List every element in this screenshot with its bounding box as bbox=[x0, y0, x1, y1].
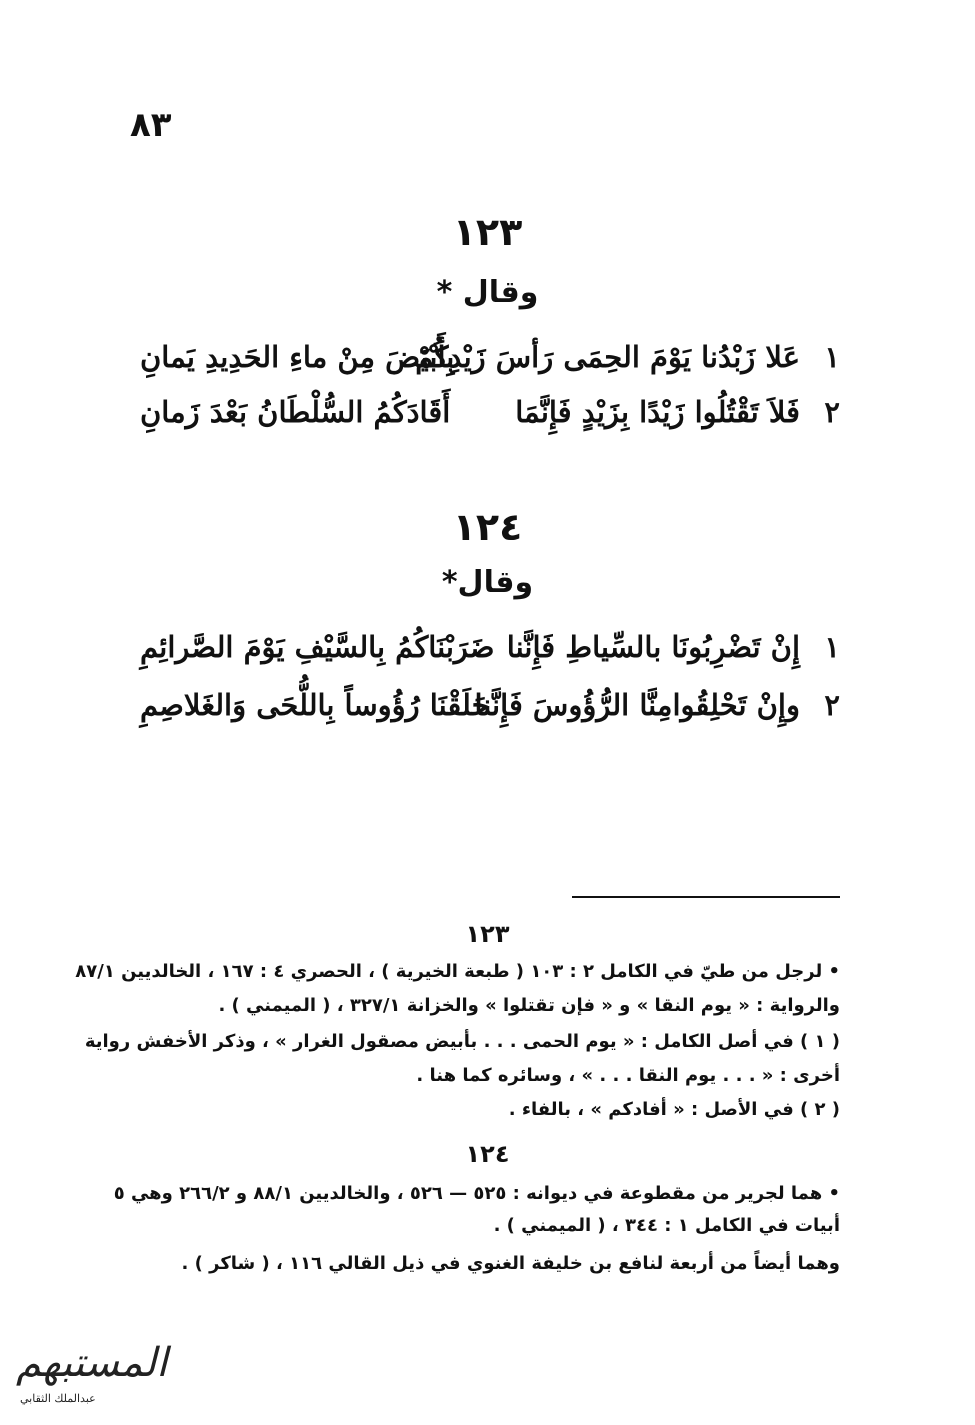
first-hemistich: عَلا زَبْدُنا يَوْمَ الحِمَى رَأسَ زَيْدِكُمْ bbox=[415, 340, 800, 374]
first-hemistich: إِنْ تَضْرِبُونَا بالسِّياطِ فَإِنَّنا bbox=[506, 630, 800, 664]
first-hemistich: فَلاَ تَقْتُلُوا زَيْدًا بِزَيْدٍ فَإِنَّمَا bbox=[515, 395, 800, 429]
footnote-line: أخرى : « . . . يوم النقا . . . » ، وسائره كما هنا . bbox=[416, 1065, 840, 1086]
second-hemistich: ضَرَبْنَاكُمُ بِالسَّيْفِ يَوْمَ الصَّرائِمِ bbox=[140, 630, 495, 664]
second-hemistich: حَلَقْنَا رُؤُوساً بِاللُّحَى وَالغَلاصِمِ bbox=[140, 688, 490, 722]
stamp-calligraphy: المستبهم bbox=[16, 1340, 168, 1386]
second-hemistich: بِأَبْيَضَ مِنْ ماءِ الحَدِيدِ يَمانِ bbox=[140, 340, 455, 374]
footnote-number: ١٢٣ bbox=[465, 920, 510, 948]
verse bbox=[140, 688, 840, 740]
footnote-line: ( ٢ ) في الأصل : « أفادكم » ، بالفاء . bbox=[508, 1099, 840, 1120]
poem-number: ١٢٣ bbox=[452, 210, 523, 254]
footnote-line: والرواية : « يوم النقا » و « فإن تقتلوا » والخزانة ٣٢٧/١ ، ( الميمني ) . bbox=[218, 995, 840, 1016]
verse bbox=[140, 340, 840, 392]
footnote-line: • هما لجرير من مقطوعة في ديوانه : ٥٢٥ — ٥٢٦ ، والخالديين ٨٨/١ و ٢٦٦/٢ وهي ٥ bbox=[113, 1183, 840, 1204]
verse bbox=[140, 395, 840, 447]
poem-intro: وقال * bbox=[436, 275, 539, 310]
footnote-line: وهما أيضاً من أربعة لنافع بن خليفة الغنوي في ذيل القالي ١١٦ ، ( شاكر ) . bbox=[181, 1253, 840, 1274]
footnote-divider bbox=[572, 896, 840, 898]
stamp-caption: عبدالملك الثقابي bbox=[20, 1392, 96, 1405]
second-hemistich: أَقَادَكُمُ السُّلْطَانُ بَعْدَ زَمانِ bbox=[140, 395, 451, 429]
verse-number: ١ bbox=[824, 340, 840, 374]
verse-number: ٢ bbox=[824, 395, 840, 429]
verse bbox=[140, 630, 840, 682]
verse-number: ٢ bbox=[824, 688, 840, 722]
footnote-number: ١٢٤ bbox=[465, 1140, 510, 1168]
page-number: ٨٣ bbox=[130, 105, 172, 145]
poem-intro: وقال* bbox=[441, 565, 534, 600]
footnote-line: أبيات في الكامل ١ : ٣٤٤ ، ( الميمني ) . bbox=[493, 1215, 840, 1236]
library-stamp bbox=[6, 1340, 168, 1416]
footnote-line: • لرجل من طيّ في الكامل ٢ : ١٠٣ ( طبعة الخيرية ) ، الحصري ٤ : ١٦٧ ، الخالديين ٨٧/١ bbox=[75, 961, 840, 982]
first-hemistich: وإِنْ تَحْلِقُوامِنَّا الرُّؤُوسَ فَإِنَّنا bbox=[474, 688, 800, 722]
verse-number: ١ bbox=[824, 630, 840, 664]
poem-number: ١٢٤ bbox=[452, 505, 523, 549]
footnote-line: ( ١ ) في أصل الكامل : « يوم الحمى . . . بأبيض مصقول الغرار » ، وذكر الأخفش رواية bbox=[84, 1031, 840, 1052]
